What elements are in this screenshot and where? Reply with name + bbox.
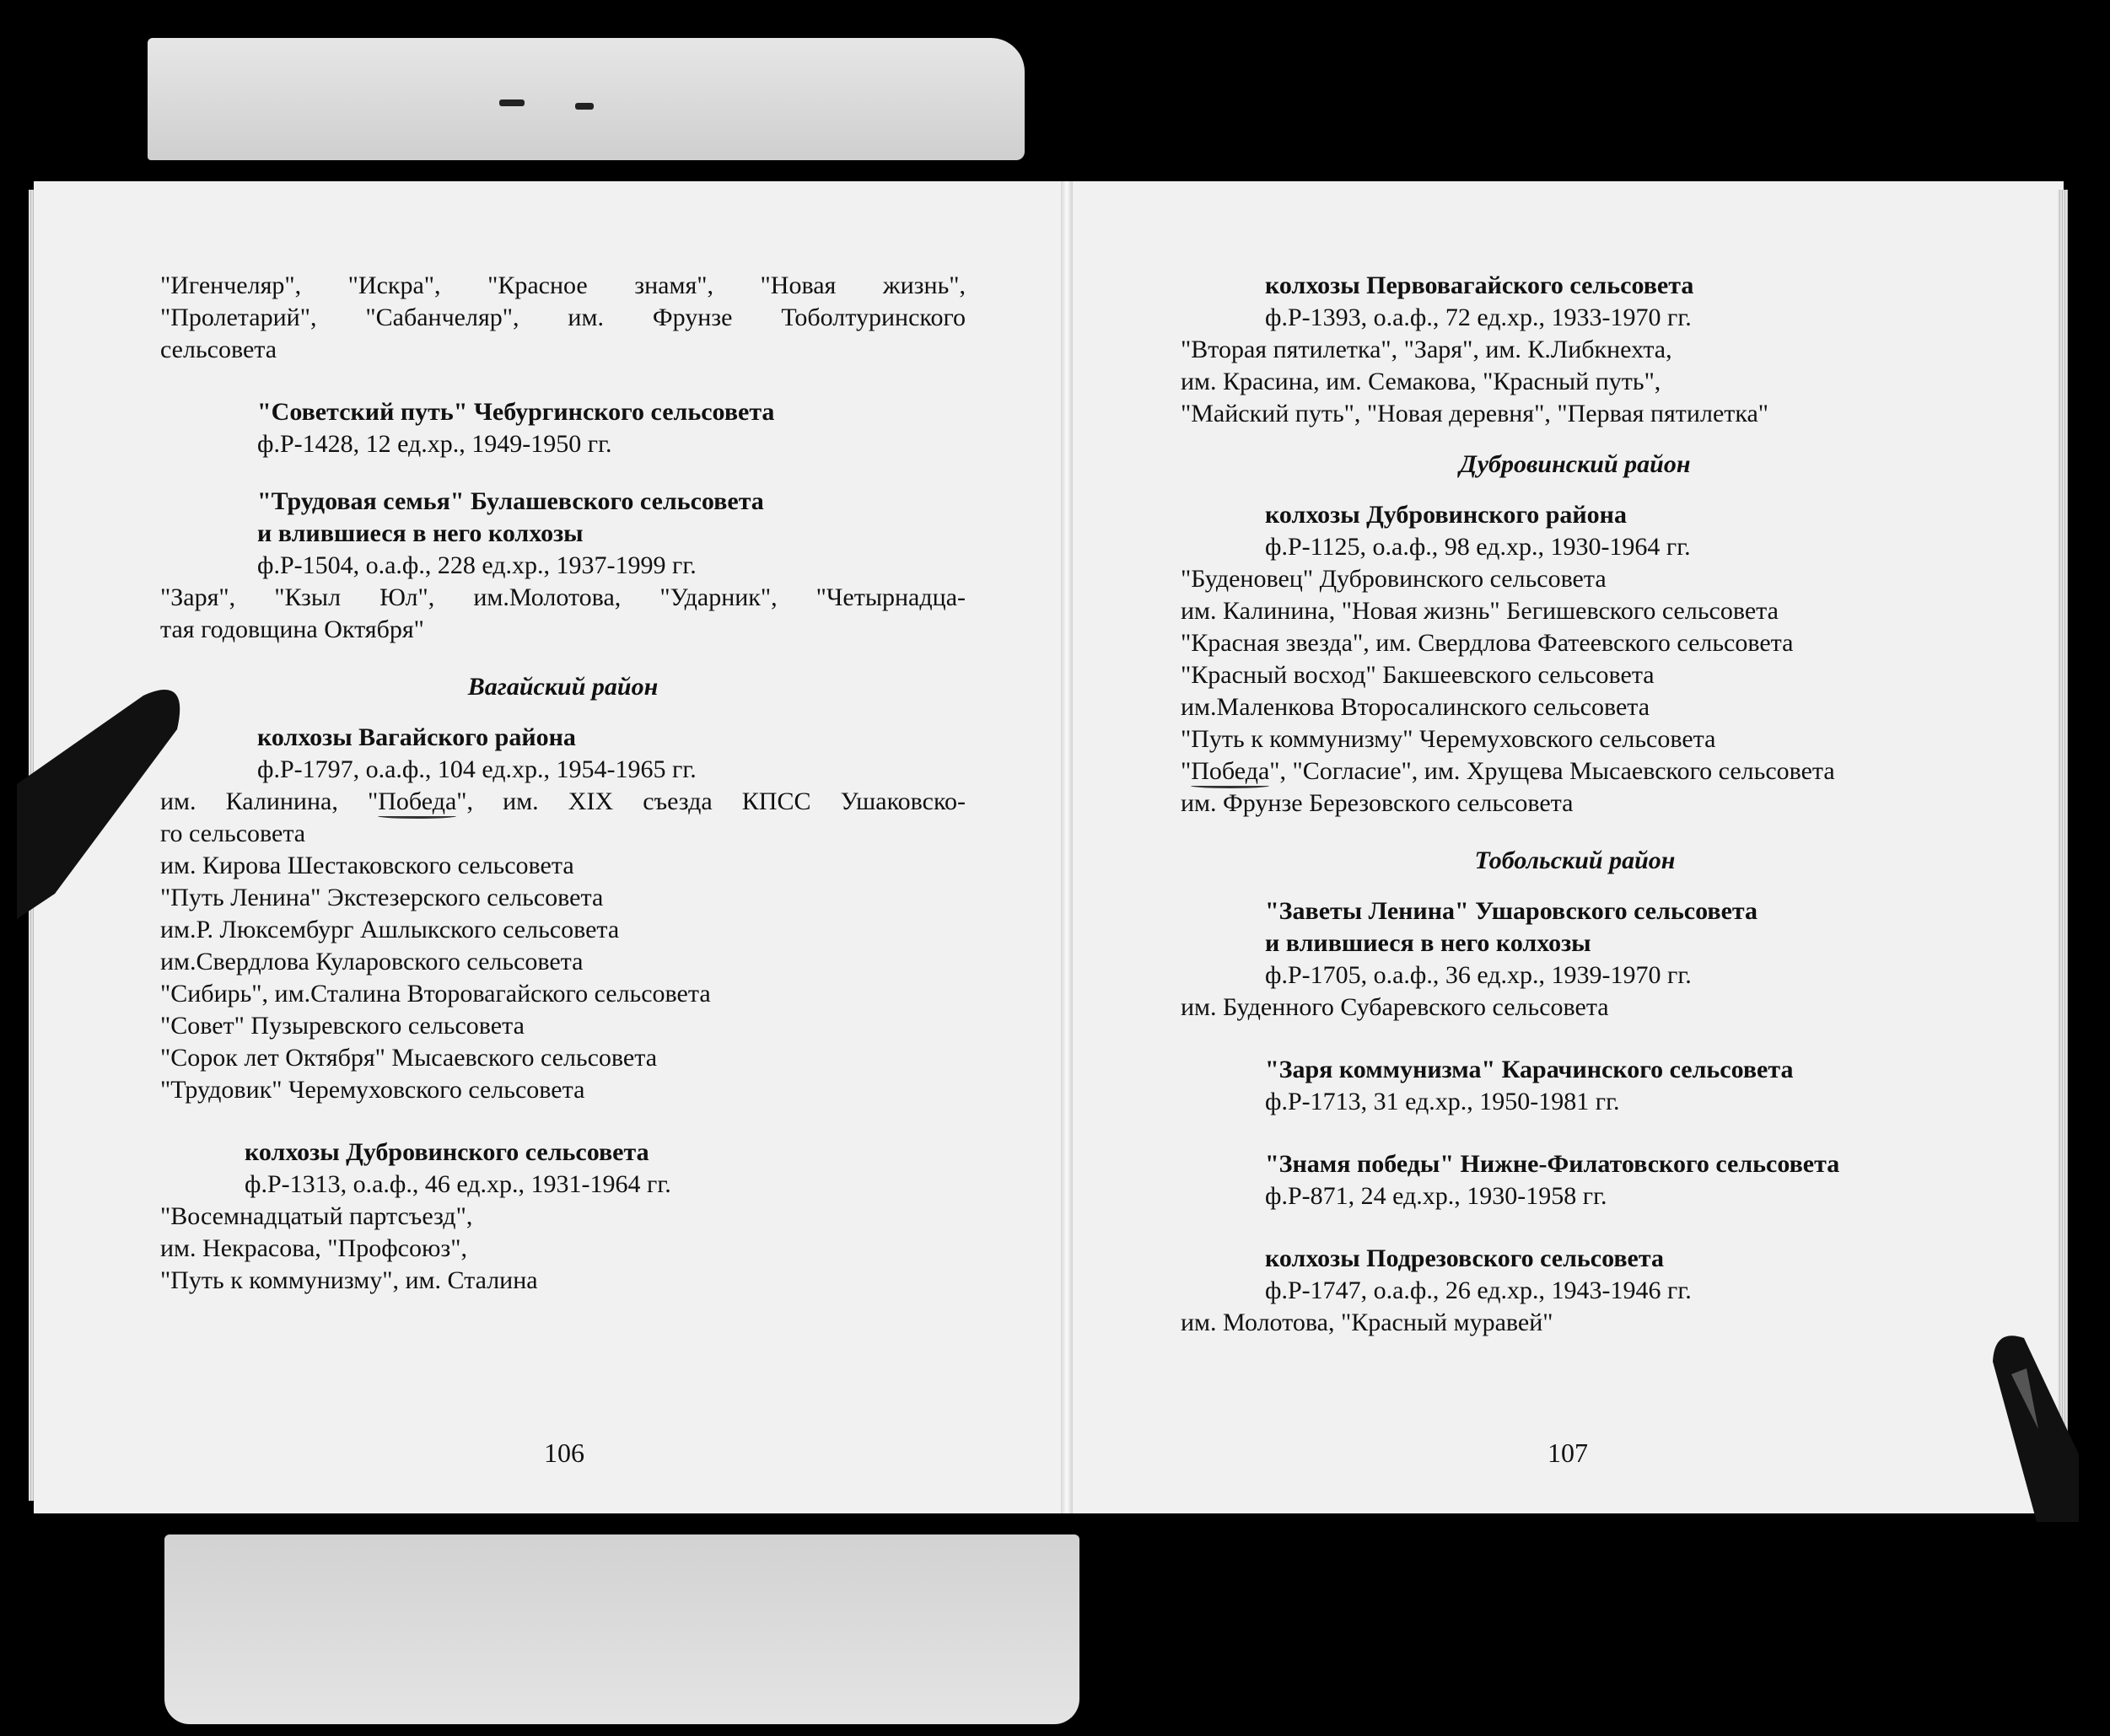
page-number-left: 106 — [544, 1438, 584, 1468]
text-line: "Буденовец" Дубровинского сельсовета — [1181, 565, 1607, 593]
text-line: "Путь к коммунизму", им. Сталина — [160, 1266, 538, 1294]
entry-title: и влившиеся в него колхозы — [1265, 929, 1591, 957]
text-line: сельсовета — [160, 336, 277, 363]
underlined-word: Победа — [1191, 757, 1270, 785]
ink-mark — [499, 99, 525, 106]
fund-ref: ф.Р-1747, о.а.ф., 26 ед.хр., 1943-1946 гг. — [1265, 1276, 1692, 1304]
text-line: "Путь Ленина" Экстезерского сельсовета — [160, 884, 604, 911]
text-line: "Заря", "Кзыл Юл", им.Молотова, "Ударник", "Четырнадца- — [160, 583, 966, 611]
bottom-paper-strip — [164, 1534, 1079, 1724]
right-page-text — [1181, 270, 1969, 1339]
fund-ref: ф.Р-1705, о.а.ф., 36 ед.хр., 1939-1970 гг. — [1265, 961, 1692, 989]
fund-ref: ф.Р-871, 24 ед.хр., 1930-1958 гг. — [1265, 1182, 1607, 1210]
underlined-word: Победа — [378, 787, 457, 815]
text-line: тая годовщина Октября" — [160, 615, 424, 643]
fund-ref: ф.Р-1713, 31 ед.хр., 1950-1981 гг. — [1265, 1088, 1620, 1115]
page-number-right: 107 — [1548, 1438, 1588, 1468]
fund-ref: ф.Р-1125, о.а.ф., 98 ед.хр., 1930-1964 гг. — [1265, 533, 1691, 561]
entry-title: колхозы Дубровинского района — [1265, 501, 1627, 529]
book-spine — [1061, 181, 1073, 1513]
entry-title: колхозы Вагайского района — [257, 723, 576, 751]
text-line: им. Калинина, "Новая жизнь" Бегишевского сельсовета — [1181, 597, 1779, 625]
text-line: им.Маленкова Второсалинского сельсовета — [1181, 693, 1650, 721]
fund-ref: ф.Р-1504, о.а.ф., 228 ед.хр., 1937-1999 гг. — [257, 551, 697, 579]
text-line: "Путь к коммунизму" Черемуховского сельсовета — [1181, 725, 1716, 753]
text-line: им. Фрунзе Березовского сельсовета — [1181, 789, 1574, 817]
text-line: "Трудовик" Черемуховского сельсовета — [160, 1076, 585, 1104]
section-heading: Вагайский район — [467, 673, 659, 701]
fund-ref: ф.Р-1428, 12 ед.хр., 1949-1950 гг. — [257, 430, 612, 458]
text-line: "Пролетарий", "Сабанчеляр", им. Фрунзе Тоболтуринского — [160, 304, 966, 331]
entry-title: колхозы Дубровинского сельсовета — [245, 1138, 649, 1166]
section-heading: Тобольский район — [1474, 847, 1676, 874]
right-page-edges — [2058, 190, 2068, 1501]
fund-ref: ф.Р-1797, о.а.ф., 104 ед.хр., 1954-1965 гг. — [257, 755, 697, 783]
text-line: им. Молотова, "Красный муравей" — [1181, 1309, 1553, 1336]
text-line: им. Кирова Шестаковского сельсовета — [160, 852, 574, 879]
entry-title: колхозы Подрезовского сельсовета — [1265, 1244, 1664, 1272]
left-page-text — [160, 270, 966, 1297]
section-heading: Дубровинский район — [1459, 450, 1691, 478]
text-line: "Игенчеляр", "Искра", "Красное знамя", "Новая жизнь", — [160, 271, 966, 299]
text-line: им.Свердлова Куларовского сельсовета — [160, 948, 584, 975]
text-line: им. Красина, им. Семакова, "Красный путь", — [1181, 368, 1661, 395]
text-line: го сельсовета — [160, 820, 306, 847]
text-line: "Сорок лет Октября" Мысаевского сельсовета — [160, 1044, 658, 1072]
text-line: "Майский путь", "Новая деревня", "Первая пятилетка" — [1181, 400, 1769, 427]
entry-title: "Заветы Ленина" Ушаровского сельсовета — [1265, 897, 1757, 925]
text-line: "Вторая пятилетка", "Заря", им. К.Либкнехта, — [1181, 336, 1672, 363]
ink-mark — [575, 103, 594, 110]
entry-title: и влившиеся в него колхозы — [257, 519, 584, 547]
text-line: "Красный восход" Бакшеевского сельсовета — [1181, 661, 1655, 689]
entry-title: "Заря коммунизма" Карачинского сельсовета — [1265, 1056, 1794, 1083]
entry-title: колхозы Первовагайского сельсовета — [1265, 271, 1694, 299]
text-line: "Победа", "Согласие", им. Хрущева Мысаевского сельсовета — [1181, 757, 1835, 785]
entry-title: "Трудовая семья" Булашевского сельсовета — [257, 487, 764, 515]
entry-title: "Знамя победы" Нижне-Филатовского сельсовета — [1265, 1150, 1840, 1178]
fund-ref: ф.Р-1393, о.а.ф., 72 ед.хр., 1933-1970 гг. — [1265, 304, 1692, 331]
text-line: им.Р. Люксембург Ашлыкского сельсовета — [160, 916, 620, 943]
text-line: "Восемнадцатый партсъезд", — [160, 1202, 473, 1230]
text-line: им. Некрасова, "Профсоюз", — [160, 1234, 467, 1262]
text-line: "Сибирь", им.Сталина Второвагайского сельсовета — [160, 980, 711, 1008]
text-line: "Красная звезда", им. Свердлова Фатеевского сельсовета — [1181, 629, 1794, 657]
fund-ref: ф.Р-1313, о.а.ф., 46 ед.хр., 1931-1964 гг. — [245, 1170, 671, 1198]
text-line: им. Калинина, "Победа", им. XIX съезда КПСС Ушаковско- — [160, 787, 966, 815]
right-pen-shape — [1978, 1328, 2079, 1522]
entry-title: "Советский путь" Чебургинского сельсовета — [257, 398, 775, 426]
top-paper-strip — [148, 38, 1025, 160]
text-line: им. Буденного Субаревского сельсовета — [1181, 993, 1609, 1021]
text-line: "Совет" Пузыревского сельсовета — [160, 1012, 525, 1040]
left-pen-shape — [17, 666, 186, 919]
